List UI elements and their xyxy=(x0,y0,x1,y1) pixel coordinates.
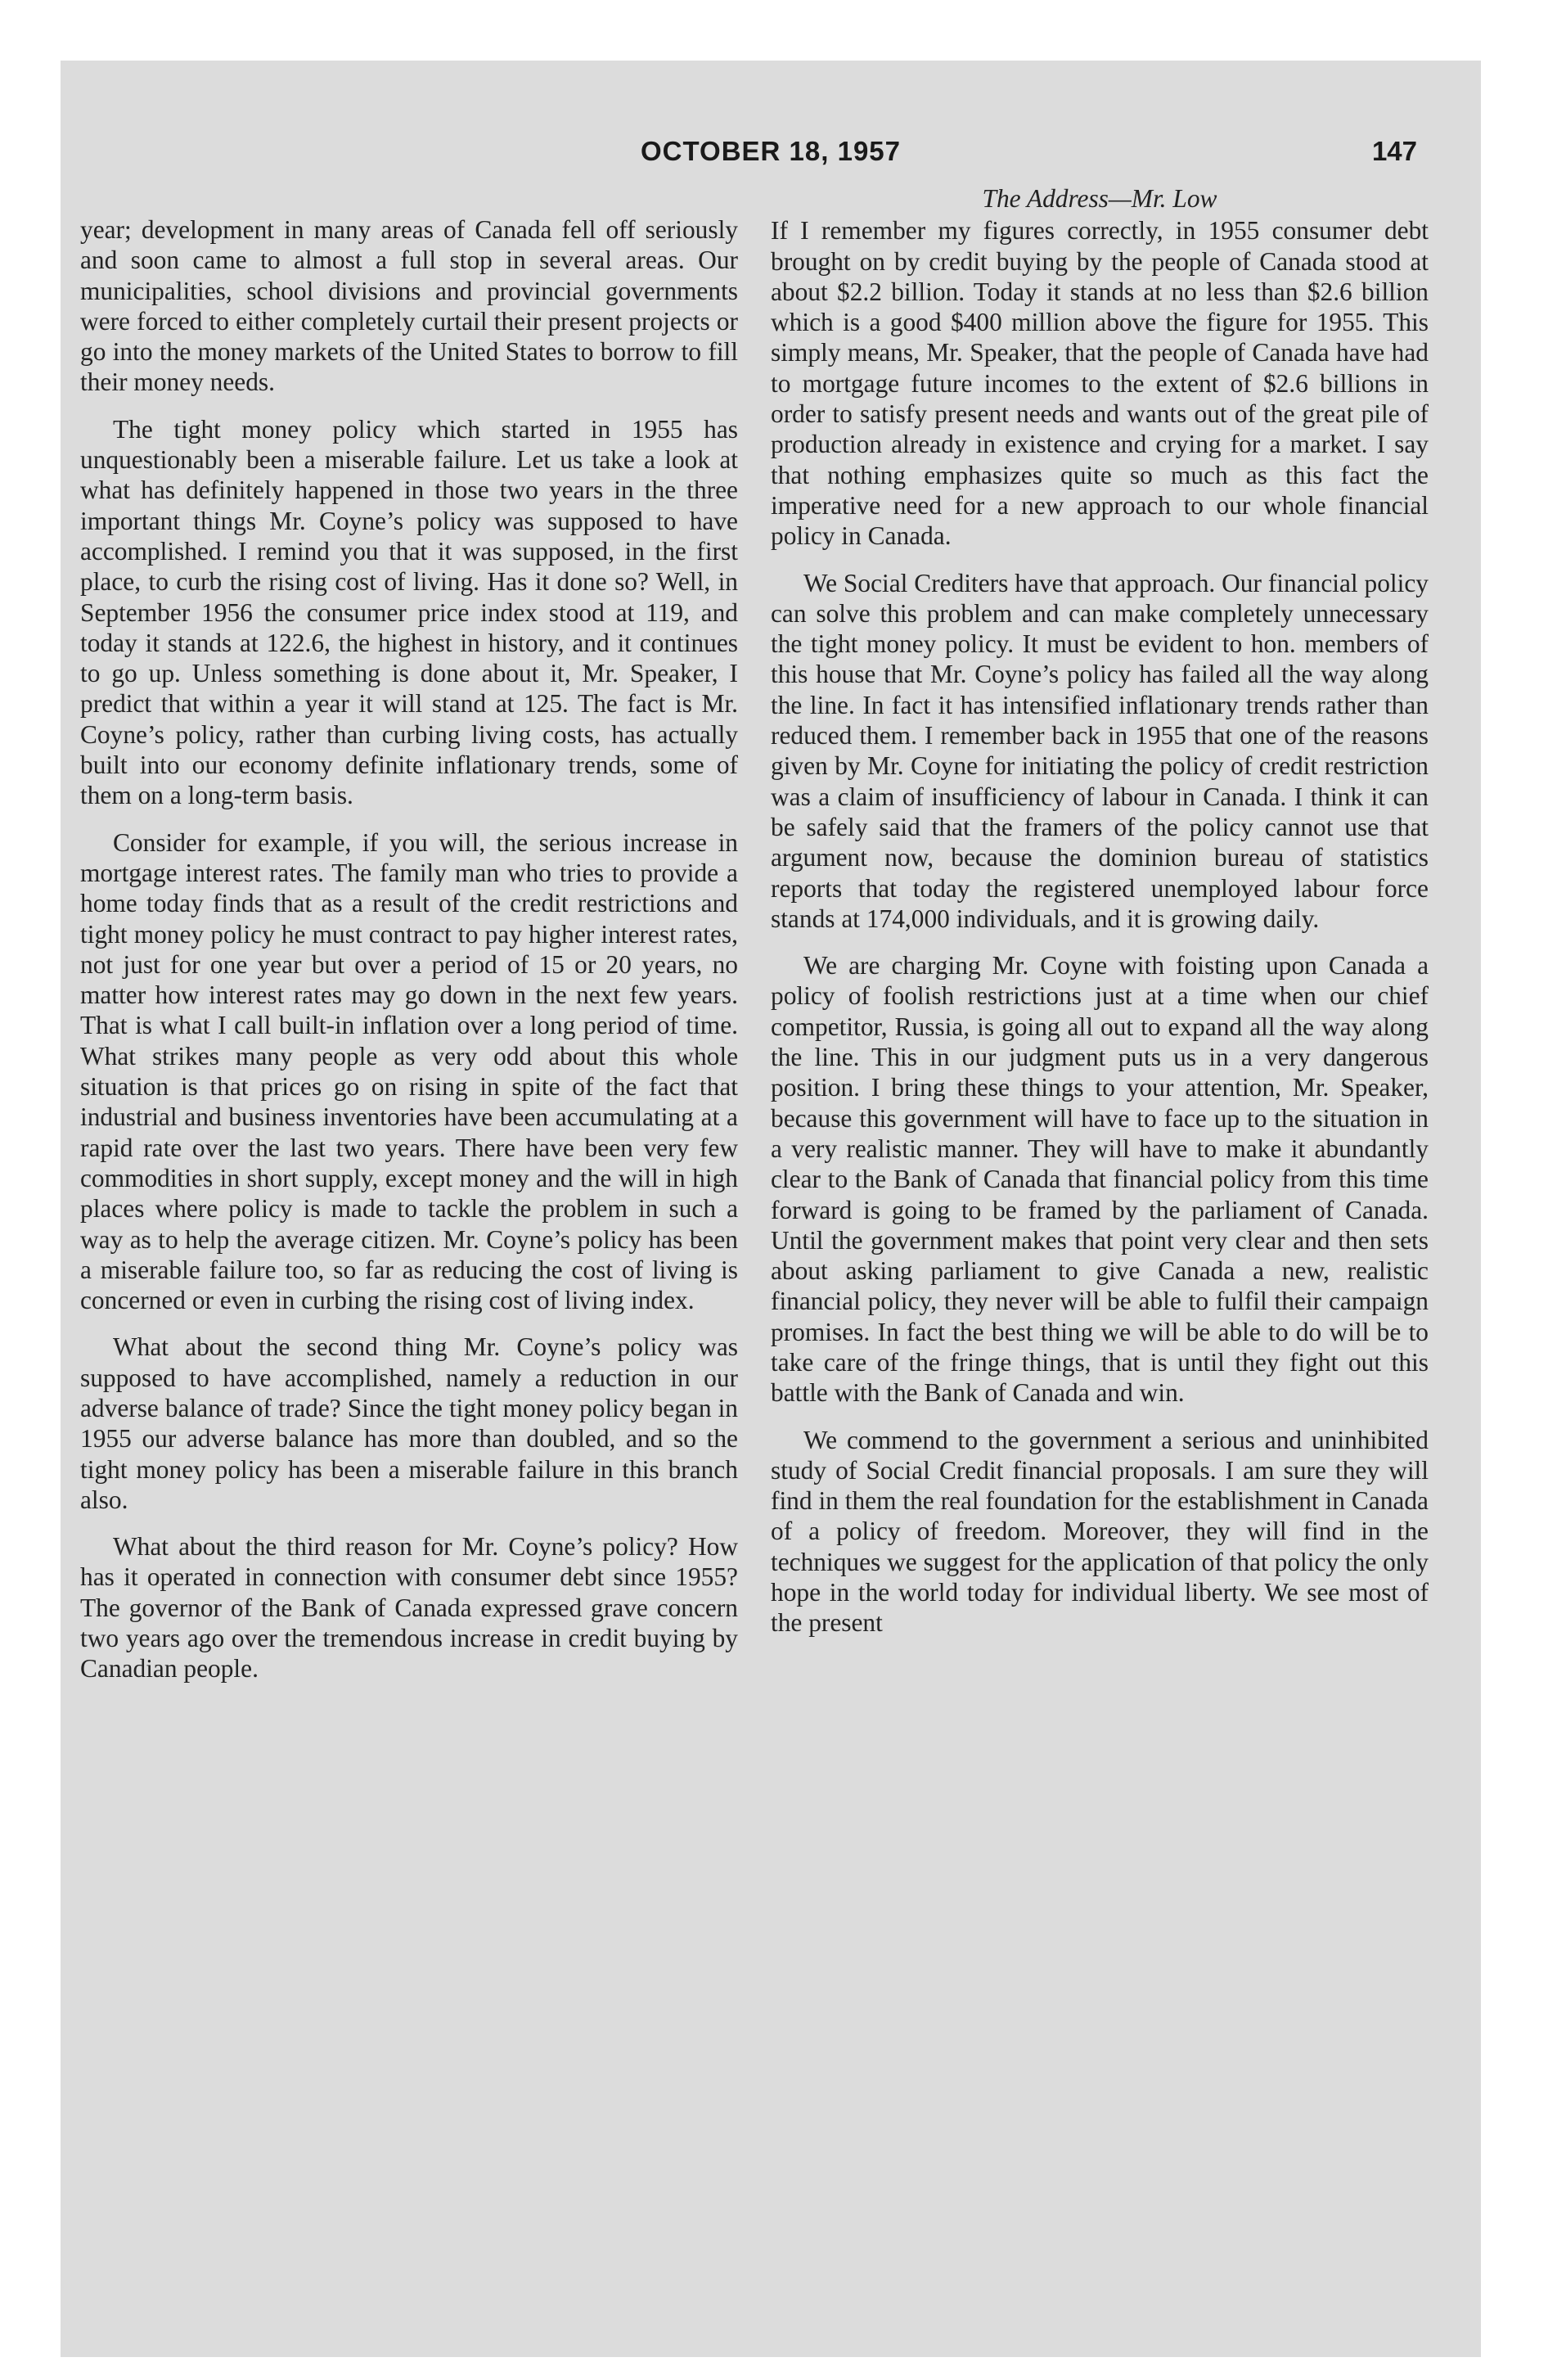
left-column xyxy=(80,214,738,1701)
scanned-page xyxy=(61,61,1481,2357)
paragraph: Consider for example, if you will, the serious increase in mortgage interest rates. The family man who tries to provide a home today finds that as a result of the credit restrictions and tight money policy he must contract to pay higher interest rates, not just for one year but over a period of 15 or 20 years, no matter how interest rates may go down in the next few years. That is what I call built-in inflation over a long period of time. What strikes many people as very odd about this whole situation is that prices go on rising in spite of the fact that industrial and business inventories have been accumulating at a rapid rate over the last two years. There have been very few commodities in short supply, except money and the will in high places where policy is made to tackle the problem in such a way as to help the average citizen. Mr. Coyne’s policy has been a miserable failure too, so far as reducing the cost of living is concerned or even in curbing the rising cost of living index. xyxy=(80,827,738,1315)
paragraph: The tight money policy which started in 1955 has unquestionably been a miserable failure. Let us take a look at what has definitely happened in those two years in the three important things Mr. Coyne’s policy was supposed to have accomplished. I remind you that it was supposed, in the first place, to curb the rising cost of living. Has it done so? Well, in September 1956 the consumer price index stood at 119, and today it stands at 122.6, the highest in history, and it continues to go up. Unless something is done about it, Mr. Speaker, I predict that within a year it will stand at 125. The fact is Mr. Coyne’s policy, rather than curbing living costs, has actually built into our economy definite inflationary trends, some of them on a long-term basis. xyxy=(80,414,738,810)
paragraph: What about the second thing Mr. Coyne’s policy was supposed to have accomplished, namely a reduction in our adverse balance of trade? Since the tight money policy began in 1955 our adverse balance has more than doubled, and so the tight money policy has been a miserable failure in this branch also. xyxy=(80,1332,738,1514)
paragraph: If I remember my figures correctly, in 1955 consumer debt brought on by credit buying by the people of Canada stood at about $2.2 billion. Today it stands at no less than $2.6 billion which is a good $400 million above the figure for 1955. This simply means, Mr. Speaker, that the people of Canada have had to mortgage future incomes to the extent of $2.6 billions in order to satisfy present needs and wants out of the great pile of production already in existence and crying for a market. I say that nothing emphasizes quite so much as this fact the imperative need for a new approach to our whole financial policy in Canada. xyxy=(771,216,1429,551)
page-date: OCTOBER 18, 1957 xyxy=(640,136,902,166)
paragraph: We Social Crediters have that approach. Our financial policy can solve this problem and can make completely unnecessary the tight money policy. It must be evident to hon. members of this house that Mr. Coyne’s policy has failed all the way along the line. In fact it has intensified inflationary trends rather than reduced them. I remember back in 1955 that one of the reasons given by Mr. Coyne for initiating the policy of credit restriction was a claim of insufficiency of labour in Canada. I think it can be safely said that the framers of the policy cannot use that argument now, because the dominion bureau of statistics reports that today the registered unemployed labour force stands at 174,000 individuals, and it is growing daily. xyxy=(771,568,1429,933)
paragraph: What about the third reason for Mr. Coyne’s policy? How has it operated in connection with consumer debt since 1955? The governor of the Bank of Canada expressed grave concern two years ago over the tremendous increase in credit buying by Canadian people. xyxy=(80,1532,738,1684)
right-column xyxy=(771,183,1429,1655)
paragraph: We commend to the government a serious and uninhibited study of Social Credit financial proposals. I am sure they will find in them the real foundation for the establishment in Canada of a policy of freedom. Moreover, they will find in the techniques we suggest for the application of that policy the only hope in the world today for individual liberty. We see most of the present xyxy=(771,1425,1429,1638)
paragraph: We are charging Mr. Coyne with foisting upon Canada a policy of foolish restrictions just at a time when our chief competitor, Russia, is going all out to expand all the way along the line. This in our judgment puts us in a very dangerous position. I bring these things to your attention, Mr. Speaker, because this government will have to face up to the situation in a very realistic manner. They will have to make it abundantly clear to the Bank of Canada that financial policy from this time forward is going to be framed by the parliament of Canada. Until the government makes that point very clear and then sets about asking parliament to give Canada a new, realistic financial policy, they never will be able to fulfil their campaign promises. In fact the best thing we will be able to do will be to take care of the fringe things, that is until they fight out this battle with the Bank of Canada and win. xyxy=(771,951,1429,1408)
running-head: The Address—Mr. Low xyxy=(982,184,1217,213)
page-number: 147 xyxy=(1371,136,1417,166)
paragraph: year; development in many areas of Canada fell off seriously and soon came to almost a full stop in several areas. Our municipalities, school divisions and provincial governments were forced to either completely curtail their present projects or go into the money markets of the United States to borrow to fill their money needs. xyxy=(80,215,738,397)
page-header xyxy=(61,136,1481,185)
